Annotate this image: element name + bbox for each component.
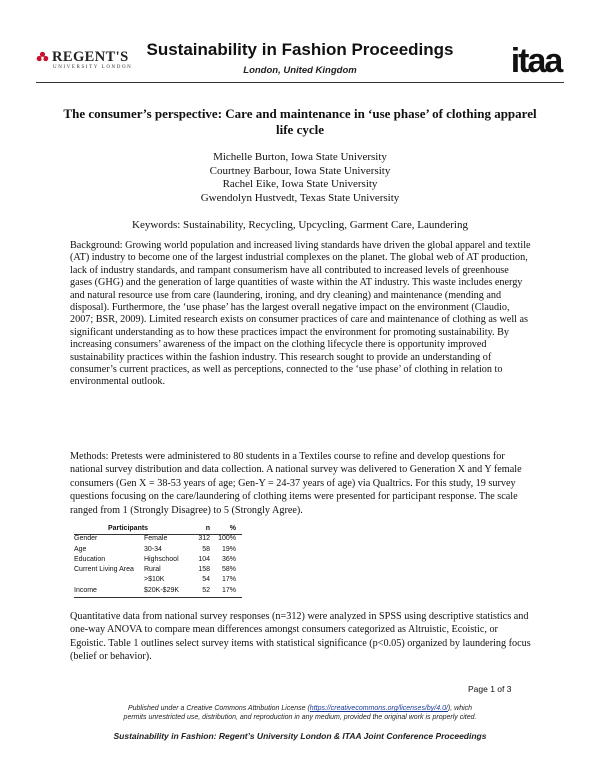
table-cell: 19% [221,545,236,553]
table-cell: $20K-$29K [144,586,180,594]
table-cell: Rural [144,566,161,574]
keywords: Keywords: Sustainability, Recycling, Upcycling, Garment Care, Laundering [132,219,468,231]
table-cell: Highschool [144,555,179,563]
conference-footer: Sustainability in Fashion: Regent’s University London & ITAA Joint Conference Proceedings [113,731,487,741]
table-cell: Education [74,555,106,563]
license-line-2: permits unrestricted use, distribution, and reproduction in any medium, provided the original work is properly cited. [123,714,477,721]
table-cell: 54 [202,576,210,584]
table-row [74,576,244,586]
table-cell: 158 [198,566,210,574]
proceedings-location: London, United Kingdom [243,65,357,76]
license-suffix: ), which [447,705,473,712]
license-notice [0,704,600,722]
table-cell: 312 [198,535,210,543]
table-cell: 17% [221,586,236,594]
table-row [74,535,244,545]
table-cell: >$10K [144,576,165,584]
table-cell: Female [144,535,168,543]
author: Rachel Eike, Iowa State University [222,178,378,190]
itaa-logo-text: itaa [510,42,562,79]
table-header-participants: Participants [108,525,149,532]
table-cell: 30-34 [144,545,162,553]
background-paragraph: Background: Growing world population and increased living standards have driven the global apparel and textile (AT) industry to become one of the largest industrial complexes on the planet. The global web of AT production, lack of industry standards, and rampant consumerism have all contributed to increased levels of greenhouse gases (GHG) and the generation of large quantities of waste within the AT industry. This waste includes energy and natural resource use from care (laundering, ironing, and dry cleaning) and maintenance (mending and disposal). Furthermore, the ‘use phase’ has the largest overall negative impact on the environment (Claudio, 2007; BSR, 2009). Limited research exists on consumer practices of care and maintenance of clothing as well as significant understanding as to how these practices impact the environment for promoting sustainability. By increasing consumers’ awareness of the impact on the clothing lifecycle there is opportunity improved sustainability practices within the fashion industry. This research sought to provide an understanding of consumer’s current practices, as well as perceptions, connected to the ‘use phase’ of clothing in relation to environmental outlook. [70,240,531,388]
table-cell: 36% [221,555,236,563]
regents-logo-name: REGENT'S [52,49,129,65]
table-row [74,556,244,566]
table-cell: 100% [218,535,236,543]
page-header [0,0,600,90]
license-prefix: Published under a Creative Commons Attribution License ( [127,705,310,712]
author: Courtney Barbour, Iowa State University [209,164,391,177]
author: Michelle Burton, Iowa State University [213,151,387,163]
table-cell: 104 [198,555,210,563]
participants-table [74,525,244,597]
paper-title: The consumer’s perspective: Care and maintenance in ‘use phase’ of clothing apparel life cycle [63,106,537,137]
table-cell: Age [74,545,87,553]
table-row [74,587,244,597]
license-line-1 [0,704,600,713]
table-cell: 52 [202,586,210,594]
author-list [0,151,600,205]
methods-paragraph: Methods: Pretests were administered to 80 students in a Textiles course to refine and develop questions for national survey distribution and data collection. A national survey was delivered to Generation X and Y female consumers (Gen X = 38-53 years of age; Gen-Y = 24-37 years of age) via Qualtrics. For this study, 19 survey questions focusing on the care/laundering of clothing items were presented for participant response. The scale ranged from 1 (Strongly Disagree) to 5 (Strongly Agree). [70,451,522,516]
table-header-row [74,525,244,535]
table-header-n: n [205,525,210,532]
table-row [74,566,244,576]
table-cell: 58% [221,566,236,574]
header-divider [36,82,564,83]
quantitative-paragraph: Quantitative data from national survey responses (n=312) were analyzed in SPSS using descriptive statistics and one-way ANOVA to compare mean differences amongst consumers categorized as Altruistic, Ecoistic, or Egoistic. Table 1 outlines select survey items with statistical significance (p<0.05) organized by laundering focus (belief or behavior). [70,611,531,663]
table-cell: Income [74,586,97,594]
author: Gwendolyn Hustvedt, Texas State University [200,191,400,204]
table-cell: 17% [221,576,236,584]
regents-logo-subtitle: UNIVERSITY LONDON [53,65,133,70]
table-cell: Current Living Area [74,566,134,574]
table-row [74,546,244,556]
page-number: Page 1 of 3 [468,684,512,694]
table-cell: Gender [74,535,98,543]
table-header-percent: % [229,525,236,532]
table-bottom-rule [74,597,242,598]
itaa-logo [508,37,564,79]
proceedings-title: Sustainability in Fashion Proceedings [146,40,454,59]
license-link[interactable]: https://creativecommons.org/licenses/by/4.0/ [309,705,448,712]
table-cell: 58 [202,545,210,553]
